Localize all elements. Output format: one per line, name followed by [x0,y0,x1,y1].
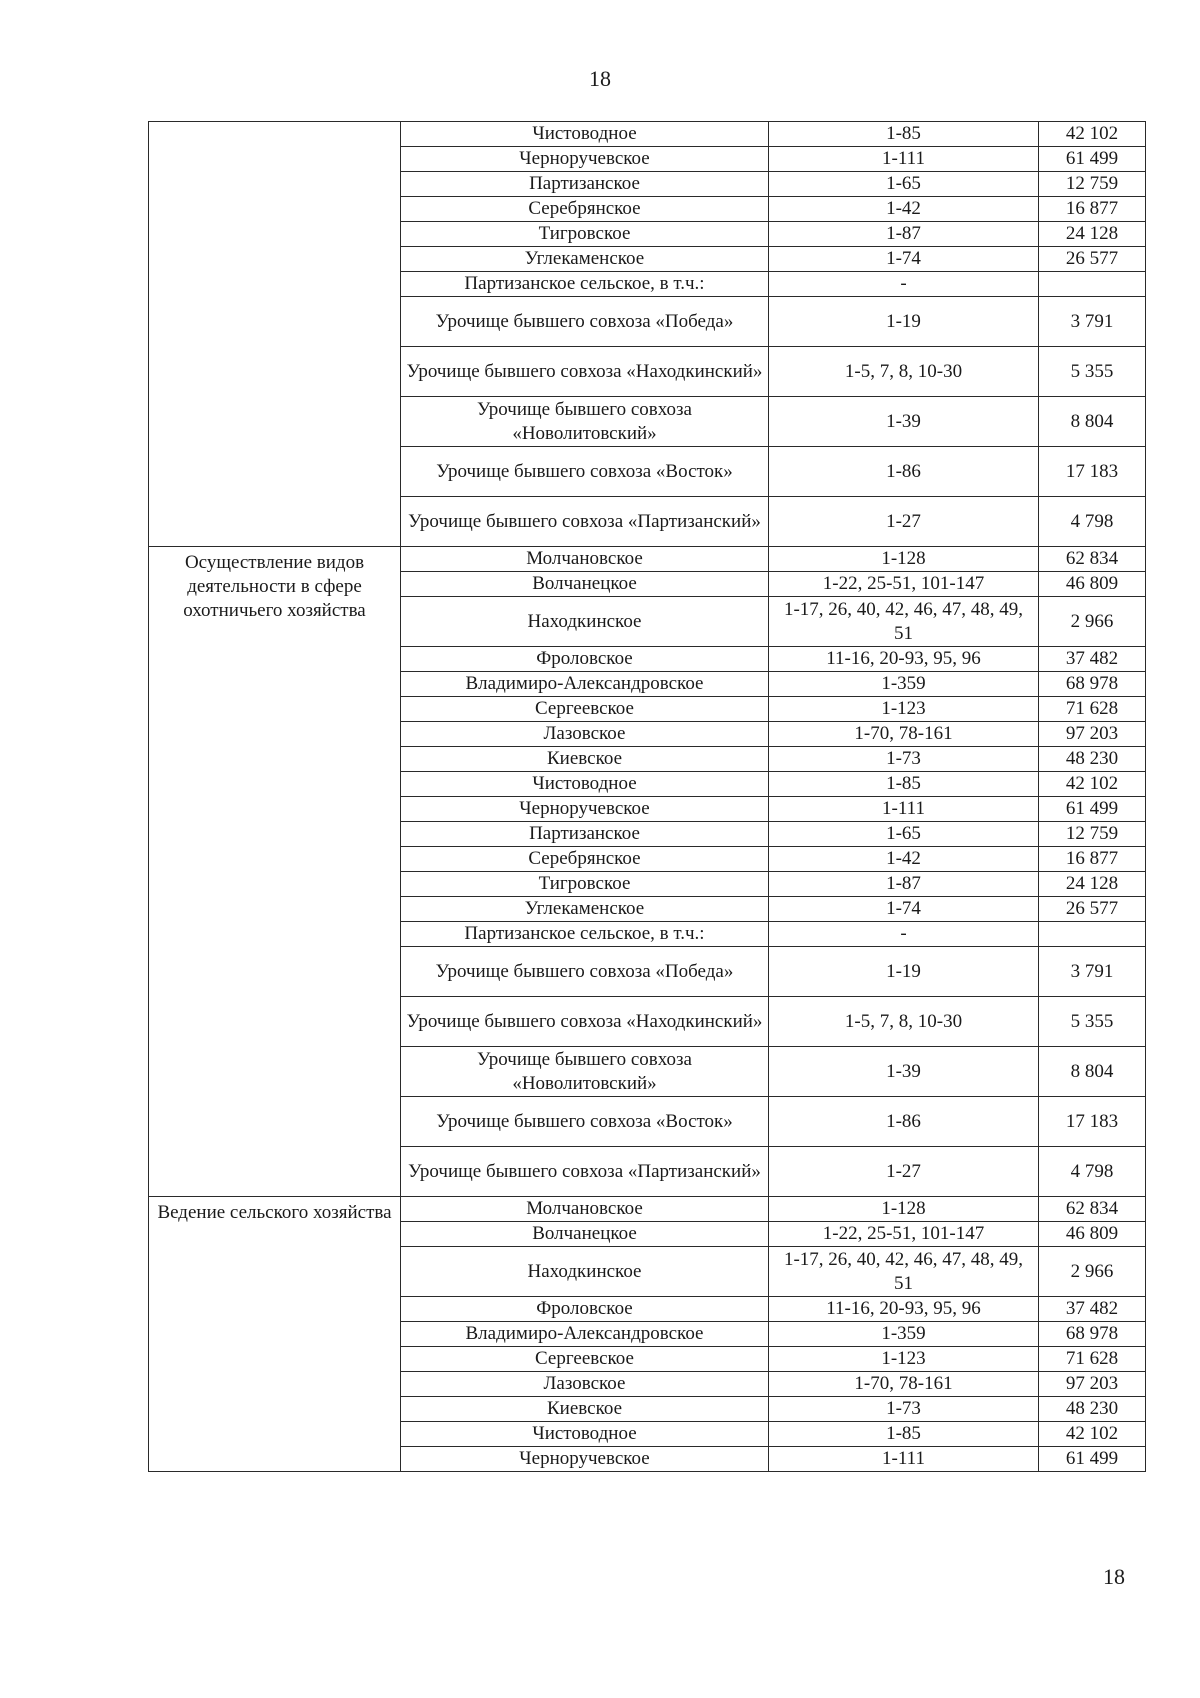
quarter-numbers-cell: 1-73 [769,747,1039,772]
quarter-numbers-cell: - [769,922,1039,947]
area-cell: 42 102 [1039,772,1146,797]
area-cell: 62 834 [1039,547,1146,572]
quarter-numbers-cell: 1-27 [769,1147,1039,1197]
area-cell: 16 877 [1039,197,1146,222]
activity-type-cell [149,122,401,547]
area-cell [1039,922,1146,947]
page-number-top: 18 [589,66,611,91]
activity-type-cell: Ведение сельского хозяйства [149,1197,401,1472]
forestry-name-cell: Урочище бывшего совхоза «Восток» [401,447,769,497]
quarter-numbers-cell: 1-39 [769,1047,1039,1097]
activity-type-cell: Осуществление видов деятельности в сфере охотничьего хозяйства [149,547,401,1197]
forestry-name-cell: Черноручевское [401,1447,769,1472]
forestry-name-cell: Углекаменское [401,897,769,922]
table-row [149,547,1146,572]
quarter-numbers-cell: 1-17, 26, 40, 42, 46, 47, 48, 49, 51 [769,1247,1039,1297]
forestry-name-cell: Урочище бывшего совхоза «Восток» [401,1097,769,1147]
quarter-numbers-cell: 1-70, 78-161 [769,1372,1039,1397]
area-cell: 46 809 [1039,572,1146,597]
area-cell: 71 628 [1039,1347,1146,1372]
area-cell [1039,272,1146,297]
forestry-name-cell: Урочище бывшего совхоза «Находкинский» [401,997,769,1047]
quarter-numbers-cell: 1-359 [769,672,1039,697]
quarter-numbers-cell: 1-22, 25-51, 101-147 [769,1222,1039,1247]
area-cell: 12 759 [1039,172,1146,197]
forestry-name-cell: Молчановское [401,547,769,572]
area-cell: 61 499 [1039,147,1146,172]
quarter-numbers-cell: 1-42 [769,197,1039,222]
quarter-numbers-cell: - [769,272,1039,297]
table-body [149,122,1146,1472]
quarter-numbers-cell: 1-85 [769,122,1039,147]
quarter-numbers-cell: 1-5, 7, 8, 10-30 [769,997,1039,1047]
area-cell: 42 102 [1039,122,1146,147]
forestry-name-cell: Серебрянское [401,197,769,222]
table-row [149,1197,1146,1222]
quarter-numbers-cell: 1-70, 78-161 [769,722,1039,747]
area-cell: 17 183 [1039,447,1146,497]
quarter-numbers-cell: 1-86 [769,447,1039,497]
quarter-numbers-cell: 1-65 [769,822,1039,847]
quarter-numbers-cell: 1-123 [769,1347,1039,1372]
forestry-name-cell: Черноручевское [401,797,769,822]
forestry-name-cell: Лазовское [401,722,769,747]
forestry-name-cell: Молчановское [401,1197,769,1222]
area-cell: 4 798 [1039,497,1146,547]
quarter-numbers-cell: 1-74 [769,897,1039,922]
quarter-numbers-cell: 1-74 [769,247,1039,272]
forestry-name-cell: Сергеевское [401,697,769,722]
forestry-name-cell: Урочище бывшего совхоза «Победа» [401,947,769,997]
forestry-name-cell: Серебрянское [401,847,769,872]
forestry-name-cell: Сергеевское [401,1347,769,1372]
forestry-name-cell: Киевское [401,1397,769,1422]
forestry-name-cell: Урочище бывшего совхоза «Партизанский» [401,1147,769,1197]
forestry-name-cell: Фроловское [401,647,769,672]
quarter-numbers-cell: 1-123 [769,697,1039,722]
forestry-name-cell: Тигровское [401,222,769,247]
quarter-numbers-cell: 11-16, 20-93, 95, 96 [769,647,1039,672]
forestry-name-cell: Тигровское [401,872,769,897]
table-row [149,122,1146,147]
forestry-name-cell: Черноручевское [401,147,769,172]
quarter-numbers-cell: 1-73 [769,1397,1039,1422]
area-cell: 8 804 [1039,397,1146,447]
quarter-numbers-cell: 1-87 [769,872,1039,897]
forestry-name-cell: Углекаменское [401,247,769,272]
area-cell: 5 355 [1039,347,1146,397]
area-cell: 26 577 [1039,247,1146,272]
area-cell: 48 230 [1039,1397,1146,1422]
forestry-name-cell: Урочище бывшего совхоза «Партизанский» [401,497,769,547]
forestry-name-cell: Киевское [401,747,769,772]
area-cell: 26 577 [1039,897,1146,922]
quarter-numbers-cell: 1-27 [769,497,1039,547]
area-cell: 97 203 [1039,722,1146,747]
forestry-name-cell: Чистоводное [401,1422,769,1447]
quarter-numbers-cell: 1-5, 7, 8, 10-30 [769,347,1039,397]
area-cell: 71 628 [1039,697,1146,722]
forestry-name-cell: Партизанское [401,822,769,847]
area-cell: 8 804 [1039,1047,1146,1097]
quarter-numbers-cell: 1-85 [769,772,1039,797]
forestry-name-cell: Чистоводное [401,122,769,147]
forestry-name-cell: Владимиро-Александровское [401,672,769,697]
area-cell: 37 482 [1039,647,1146,672]
forestry-name-cell: Партизанское сельское, в т.ч.: [401,272,769,297]
forestry-name-cell: Урочище бывшего совхоза «Новолитовский» [401,1047,769,1097]
quarter-numbers-cell: 1-19 [769,297,1039,347]
forestry-name-cell: Находкинское [401,597,769,647]
quarter-numbers-cell: 1-39 [769,397,1039,447]
quarter-numbers-cell: 1-85 [769,1422,1039,1447]
quarter-numbers-cell: 1-42 [769,847,1039,872]
forestry-name-cell: Урочище бывшего совхоза «Новолитовский» [401,397,769,447]
area-cell: 4 798 [1039,1147,1146,1197]
area-cell: 24 128 [1039,872,1146,897]
quarter-numbers-cell: 1-111 [769,147,1039,172]
area-cell: 61 499 [1039,1447,1146,1472]
forestry-name-cell: Партизанское сельское, в т.ч.: [401,922,769,947]
area-cell: 46 809 [1039,1222,1146,1247]
forestry-name-cell: Владимиро-Александровское [401,1322,769,1347]
forestry-name-cell: Волчанецкое [401,572,769,597]
forestry-name-cell: Волчанецкое [401,1222,769,1247]
forestry-name-cell: Чистоводное [401,772,769,797]
area-cell: 37 482 [1039,1297,1146,1322]
forestry-name-cell: Фроловское [401,1297,769,1322]
area-cell: 12 759 [1039,822,1146,847]
forestry-table [148,121,1146,1472]
forestry-name-cell: Урочище бывшего совхоза «Победа» [401,297,769,347]
area-cell: 5 355 [1039,997,1146,1047]
area-cell: 68 978 [1039,672,1146,697]
quarter-numbers-cell: 1-86 [769,1097,1039,1147]
quarter-numbers-cell: 1-22, 25-51, 101-147 [769,572,1039,597]
quarter-numbers-cell: 1-359 [769,1322,1039,1347]
quarter-numbers-cell: 1-19 [769,947,1039,997]
quarter-numbers-cell: 1-111 [769,797,1039,822]
area-cell: 3 791 [1039,947,1146,997]
quarter-numbers-cell: 11-16, 20-93, 95, 96 [769,1297,1039,1322]
area-cell: 2 966 [1039,597,1146,647]
quarter-numbers-cell: 1-87 [769,222,1039,247]
forestry-name-cell: Партизанское [401,172,769,197]
area-cell: 24 128 [1039,222,1146,247]
area-cell: 17 183 [1039,1097,1146,1147]
forestry-name-cell: Урочище бывшего совхоза «Находкинский» [401,347,769,397]
area-cell: 3 791 [1039,297,1146,347]
area-cell: 2 966 [1039,1247,1146,1297]
page-number-bottom: 18 [1103,1564,1125,1589]
quarter-numbers-cell: 1-128 [769,1197,1039,1222]
area-cell: 62 834 [1039,1197,1146,1222]
quarter-numbers-cell: 1-17, 26, 40, 42, 46, 47, 48, 49, 51 [769,597,1039,647]
area-cell: 68 978 [1039,1322,1146,1347]
forestry-name-cell: Лазовское [401,1372,769,1397]
area-cell: 42 102 [1039,1422,1146,1447]
area-cell: 48 230 [1039,747,1146,772]
forestry-name-cell: Находкинское [401,1247,769,1297]
quarter-numbers-cell: 1-111 [769,1447,1039,1472]
area-cell: 61 499 [1039,797,1146,822]
quarter-numbers-cell: 1-65 [769,172,1039,197]
quarter-numbers-cell: 1-128 [769,547,1039,572]
area-cell: 97 203 [1039,1372,1146,1397]
area-cell: 16 877 [1039,847,1146,872]
